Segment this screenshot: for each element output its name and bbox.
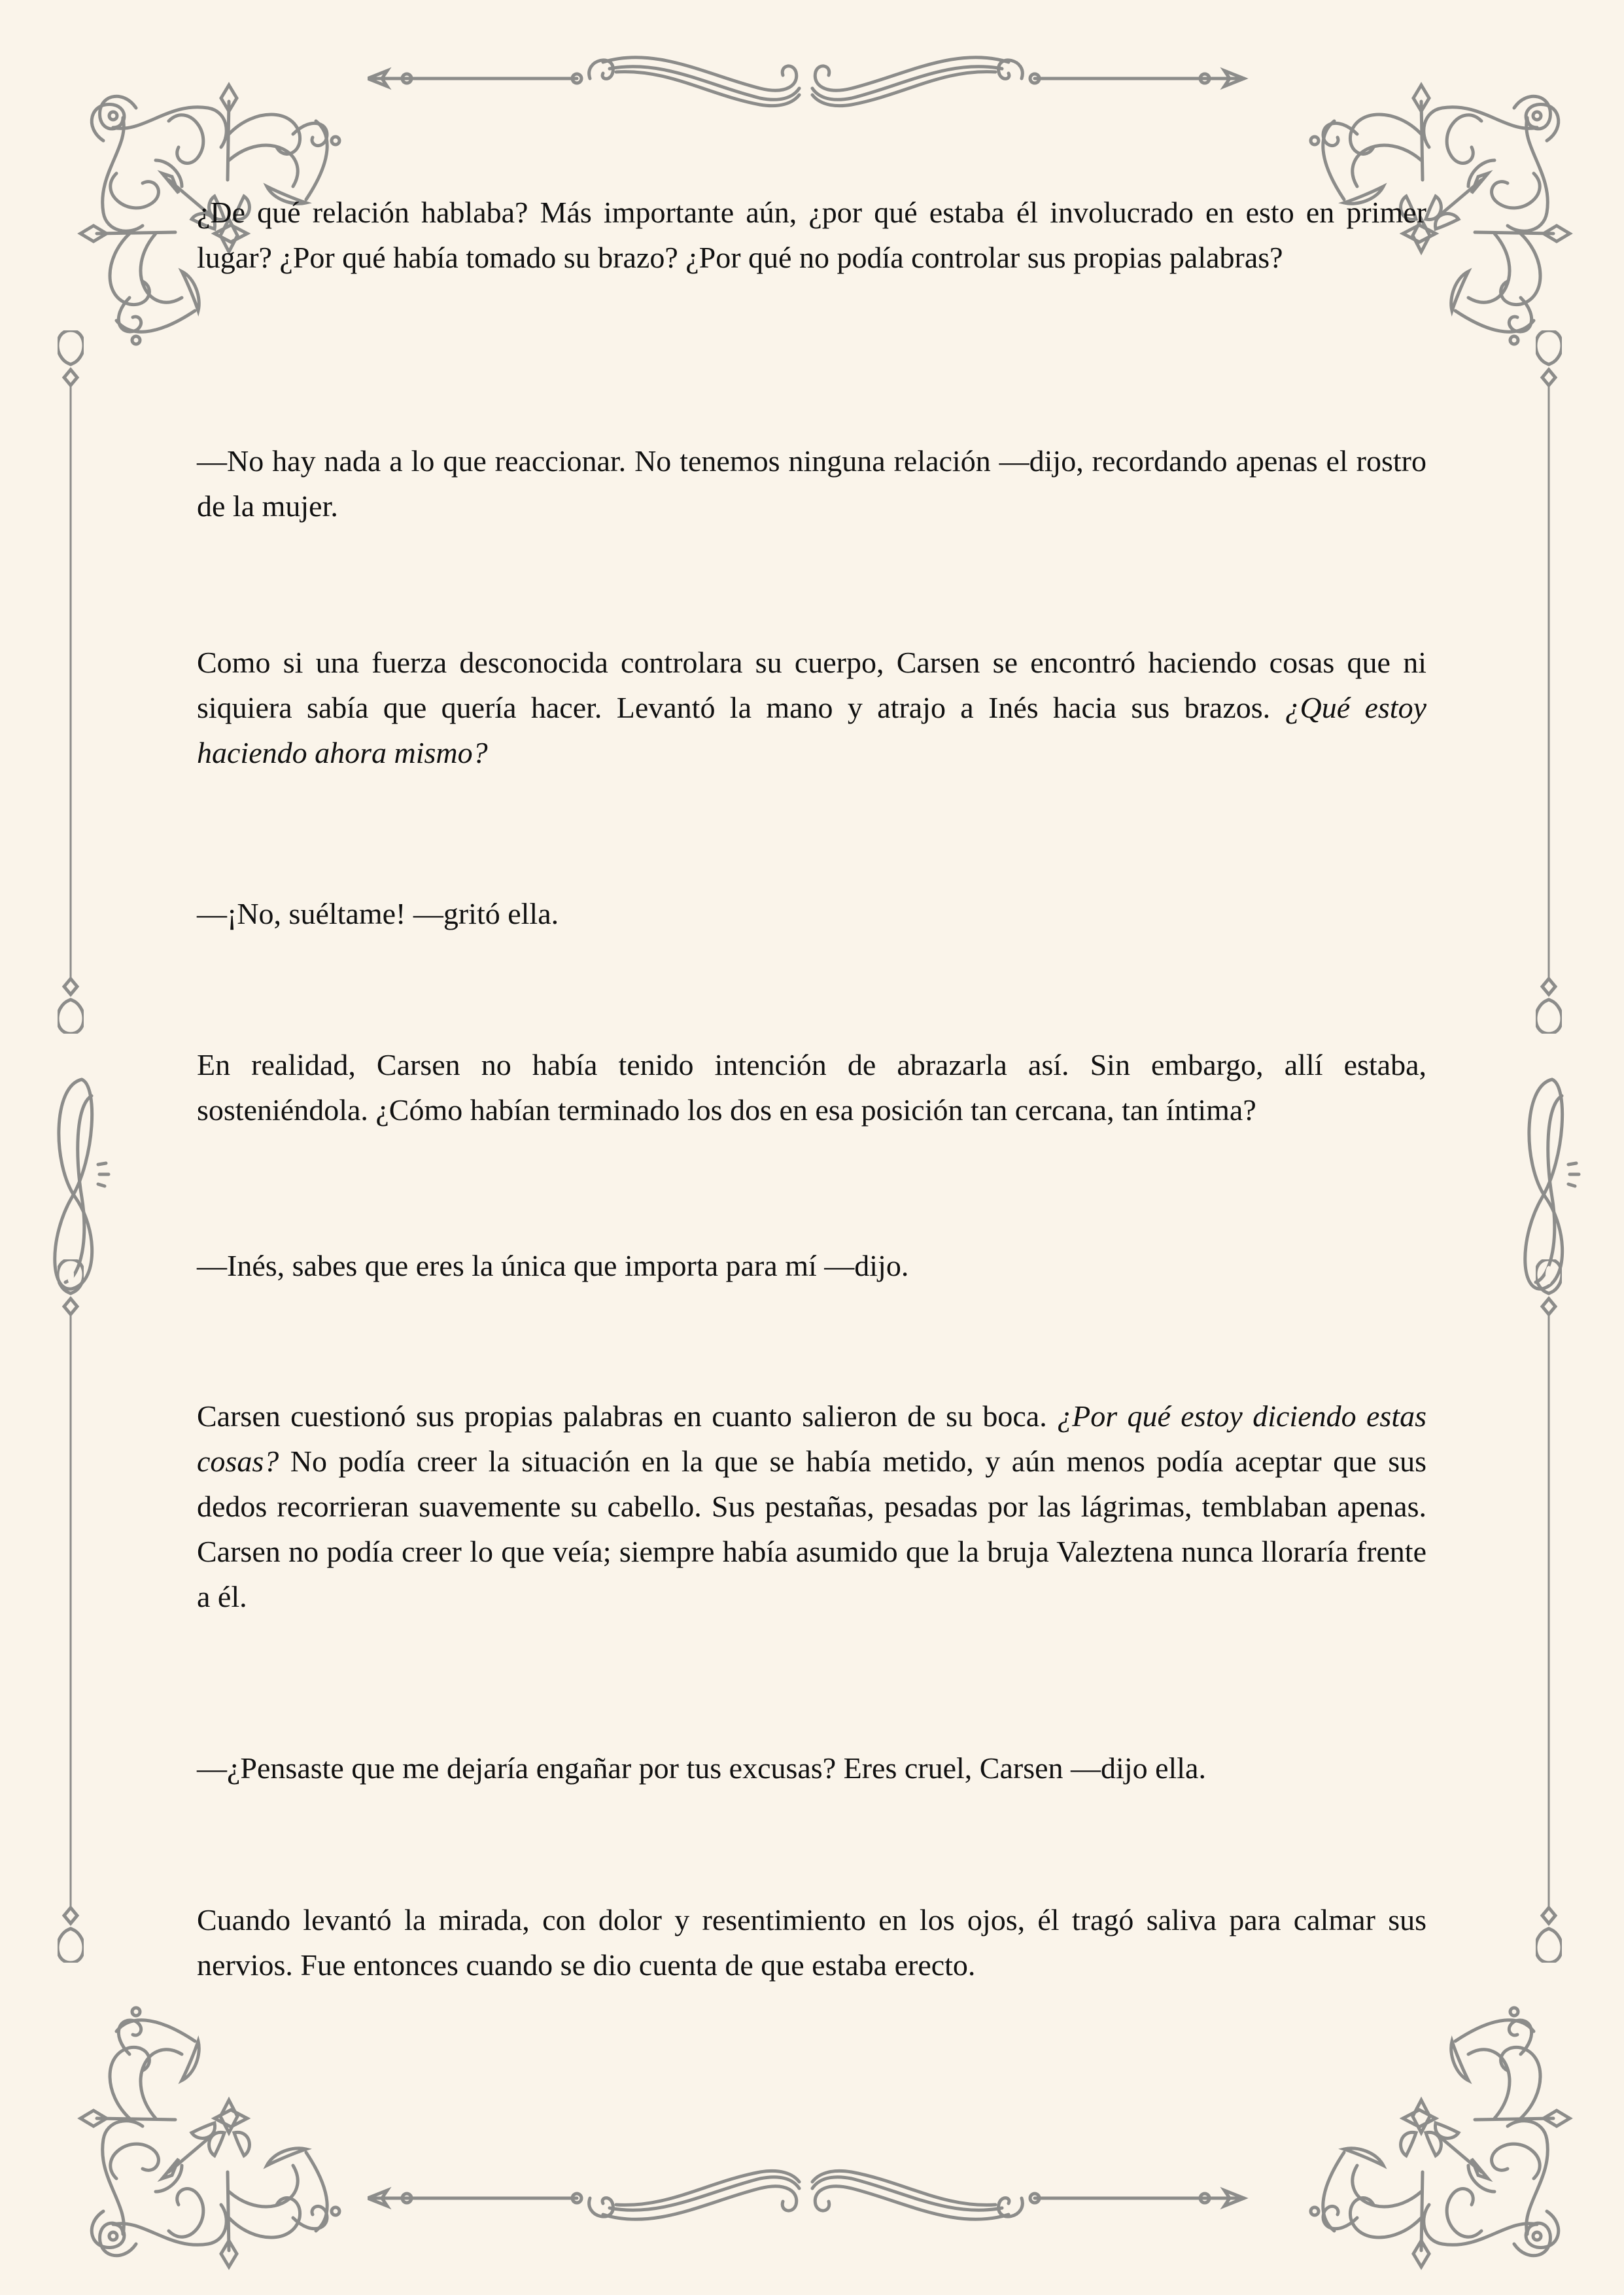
italic-thought: ¿Por qué estoy diciendo estas cosas? — [197, 1399, 1426, 1478]
corner-flourish-bottom-right — [1305, 2002, 1593, 2290]
paragraph — [197, 640, 1426, 775]
paragraph — [197, 1243, 1426, 1288]
italic-thought: ¿Qué estoy haciendo ahora mismo? — [197, 691, 1426, 769]
corner-flourish-bottom-left — [58, 2002, 345, 2290]
paragraph — [197, 891, 1426, 936]
text-segment: —Inés, sabes que eres la única que importa para mí —dijo. — [197, 1249, 909, 1282]
paragraph — [197, 1393, 1426, 1619]
side-rule-right-upper — [1536, 330, 1562, 1034]
scroll-divider-bottom — [368, 2159, 1257, 2237]
side-rule-left-lower — [58, 1259, 84, 1963]
side-rule-right-lower — [1536, 1259, 1562, 1963]
paragraph — [197, 1042, 1426, 1132]
text-segment: Como si una fuerza desconocida controlara su cuerpo, Carsen se encontró haciendo cosas que ni siquiera sabía que quería hacer. Levantó la mano y atrajo a Inés hacia sus brazos. — [197, 646, 1426, 724]
text-segment: Cuando levantó la mirada, con dolor y resentimiento en los ojos, él tragó saliva para calmar sus nervios. Fue entonces cuando se dio cuenta de que estaba erecto. — [197, 1903, 1426, 1982]
paragraph — [197, 438, 1426, 529]
text-segment: ¿De qué relación hablaba? Más importante aún, ¿por qué estaba él involucrado en esto en primer lugar? ¿Por qué había tomado su brazo? ¿Por qué no podía controlar sus propias palabras? — [197, 196, 1426, 274]
paragraph — [197, 1897, 1426, 1988]
paragraph — [197, 190, 1426, 280]
text-segment: En realidad, Carsen no había tenido intención de abrazarla así. Sin embargo, allí estaba, sosteniéndola. ¿Cómo habían terminado los dos en esa posición tan cercana, tan íntima? — [197, 1048, 1426, 1127]
text-segment: No podía creer la situación en la que se había metido, y aún menos podía aceptar que sus dedos recorrieran suavemente su cabello. Sus pestañas, pesadas por las lágrimas, temblaban apenas. Carsen no podía creer lo que veía; siempre había asumido que la bruja Valeztena nunca lloraría frente a él. — [197, 1445, 1426, 1613]
text-segment: —¡No, suéltame! —gritó ella. — [197, 897, 559, 930]
paragraph — [197, 1745, 1426, 1791]
text-segment: Carsen cuestionó sus propias palabras en cuanto salieron de su boca. — [197, 1399, 1058, 1433]
text-segment: —No hay nada a lo que reaccionar. No tenemos ninguna relación —dijo, recordando apenas el rostro de la mujer. — [197, 444, 1426, 523]
text-segment: —¿Pensaste que me dejaría engañar por tus excusas? Eres cruel, Carsen —dijo ella. — [197, 1751, 1206, 1785]
side-rule-left-upper — [58, 330, 84, 1034]
scroll-divider-top — [368, 39, 1257, 118]
